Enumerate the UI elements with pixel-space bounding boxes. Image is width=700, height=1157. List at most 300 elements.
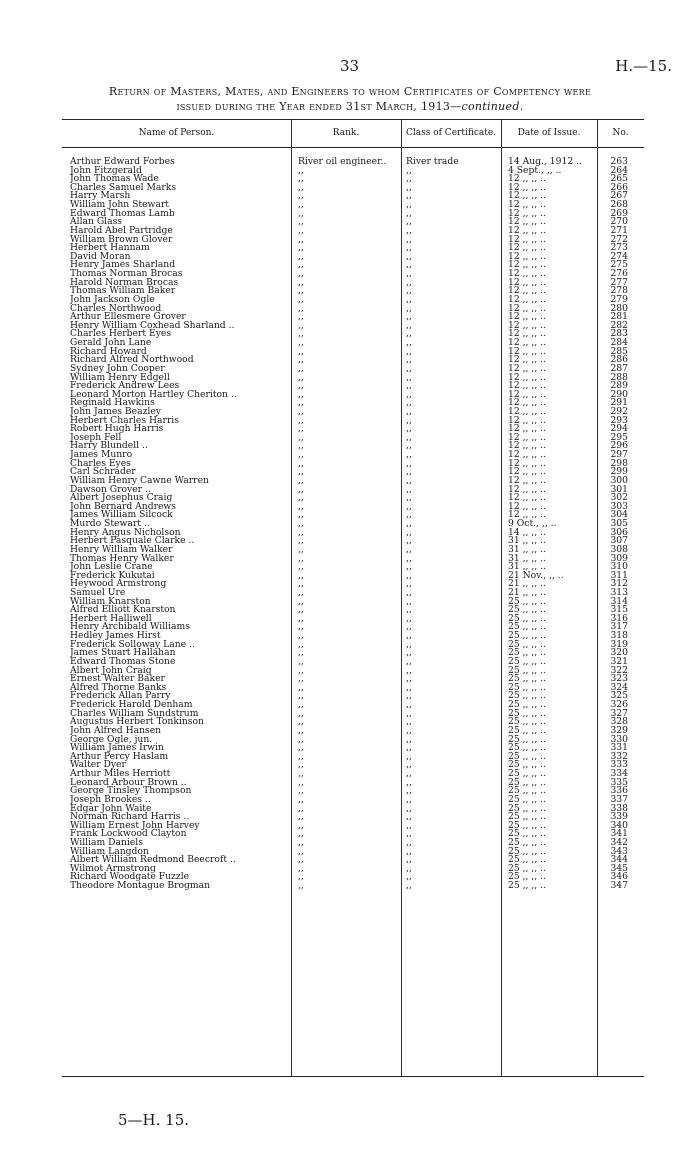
- certificate-class: ,,: [406, 638, 412, 650]
- certificate-number: 278: [610, 285, 628, 297]
- rank: ,,: [298, 836, 304, 848]
- certificate-number: 269: [610, 207, 628, 219]
- rank: ,,: [298, 302, 304, 314]
- issue-date: 21 ,, ,, ..: [508, 587, 546, 598]
- certificate-number: 347: [610, 880, 628, 892]
- issue-date: 12 ,, ,, ..: [508, 173, 546, 185]
- issue-date: 12 ,, ,, ..: [508, 371, 546, 383]
- person-name: Sydney John Cooper: [70, 363, 165, 373]
- rank: ,,: [298, 621, 304, 633]
- person-name: Harry Blundell ..: [70, 441, 148, 451]
- rank: ,,: [298, 242, 304, 254]
- certificate-class: ,,: [406, 457, 412, 469]
- certificate-number: 263: [610, 156, 628, 167]
- rank: ,,: [298, 673, 304, 685]
- issue-date: 25 ,, ,, ..: [508, 699, 546, 711]
- certificate-number: 323: [610, 673, 628, 685]
- certificate-class: ,,: [406, 518, 412, 530]
- certificate-number: 288: [610, 371, 628, 383]
- certificate-number: 336: [610, 785, 628, 797]
- issue-date: 12 ,, ,, ..: [508, 500, 546, 512]
- issue-date: 12 ,, ,, ..: [508, 319, 546, 331]
- issue-date: 25 ,, ,, ..: [508, 793, 546, 805]
- person-name: James Stuart Hallahan: [70, 648, 176, 658]
- certificate-number: 326: [610, 699, 628, 711]
- rank: ,,: [298, 854, 304, 866]
- issue-date: 25 ,, ,, ..: [508, 604, 546, 616]
- rank: ,,: [298, 414, 304, 426]
- rank: ,,: [298, 190, 304, 202]
- certificate-number: 332: [610, 750, 628, 762]
- person-name: Richard Woodgate Fuzzle: [70, 872, 190, 882]
- certificate-class: ,,: [406, 440, 412, 452]
- issue-date: 14 ,, ,, ..: [508, 526, 546, 538]
- certificate-class: ,,: [406, 828, 412, 840]
- column-header-no: No.: [612, 128, 629, 138]
- rank: ,,: [298, 173, 304, 185]
- person-name: Samuel Ure: [70, 588, 126, 597]
- issue-date: 25 ,, ,, ..: [508, 621, 546, 633]
- certificate-class: ,,: [406, 612, 412, 624]
- person-name: Leonard Arbour Brown ..: [70, 777, 187, 787]
- certificate-class: ,,: [406, 483, 412, 495]
- issue-date: 21 Nov., ,, ..: [508, 569, 564, 581]
- person-name: Herbert Halliwell: [70, 613, 152, 623]
- certificate-number: 314: [610, 595, 628, 607]
- certificate-number: 272: [610, 233, 628, 245]
- rank: ,,: [298, 216, 304, 228]
- person-name: Thomas William Baker: [70, 286, 176, 296]
- certificate-number: 315: [610, 604, 628, 616]
- certificate-number: 265: [610, 173, 628, 185]
- certificate-number: 302: [610, 492, 628, 504]
- certificate-class: ,,: [406, 362, 412, 374]
- person-name: John Bernard Andrews: [70, 501, 176, 511]
- rank: ,,: [298, 431, 304, 443]
- issue-date: 25 ,, ,, ..: [508, 811, 546, 823]
- certificate-class: ,,: [406, 207, 412, 219]
- certificate-class: ,,: [406, 268, 412, 280]
- person-name: Reginald Hawkins: [70, 398, 155, 408]
- certificate-number: 287: [610, 362, 628, 374]
- person-name: George Tinsley Thompson: [70, 786, 192, 796]
- certificate-number: 335: [610, 776, 628, 788]
- certificate-number: 285: [610, 345, 628, 357]
- certificate-number: 294: [610, 423, 628, 435]
- certificate-number: 270: [610, 216, 628, 228]
- person-name: William Henry Edgell: [70, 372, 170, 382]
- issue-date: 25 ,, ,, ..: [508, 647, 546, 659]
- issue-date: 12 ,, ,, ..: [508, 397, 546, 409]
- rank: ,,: [298, 647, 304, 659]
- certificate-class: ,,: [406, 173, 412, 185]
- certificate-number: 303: [610, 500, 628, 512]
- person-name: Henry Archibald Williams: [70, 622, 190, 632]
- issue-date: 21 ,, ,, ..: [508, 578, 546, 590]
- person-name: Henry James Sharland: [70, 260, 176, 270]
- rank: ,,: [298, 500, 304, 512]
- certificate-class: ,,: [406, 405, 412, 417]
- certificate-class: ,,: [406, 854, 412, 866]
- issue-date: 25 ,, ,, ..: [508, 673, 546, 685]
- certificate-number: 289: [610, 380, 628, 392]
- person-name: Charles William Sundstrum: [70, 708, 199, 718]
- person-name: Arthur Miles Herriott: [70, 769, 171, 779]
- certificate-class: ,,: [406, 431, 412, 443]
- certificate-number: 325: [610, 690, 628, 702]
- issue-date: 12 ,, ,, ..: [508, 466, 546, 478]
- person-name: James William Silcock: [70, 510, 173, 520]
- certificate-class: ,,: [406, 466, 412, 478]
- certificate-class: ,,: [406, 811, 412, 823]
- certificate-number: 298: [610, 457, 628, 469]
- certificate-number: 284: [610, 337, 628, 349]
- certificate-class: ,,: [406, 621, 412, 633]
- issue-date: 25 ,, ,, ..: [508, 707, 546, 719]
- certificate-number: 281: [610, 311, 628, 323]
- issue-date: 12 ,, ,, ..: [508, 285, 546, 297]
- certificate-class: ,,: [406, 845, 412, 857]
- certificate-class: ,,: [406, 500, 412, 512]
- certificate-class: ,,: [406, 397, 412, 409]
- rank: ,,: [298, 716, 304, 728]
- issue-date: 25 ,, ,, ..: [508, 750, 546, 762]
- issue-date: 25 ,, ,, ..: [508, 862, 546, 874]
- rank: ,,: [298, 483, 304, 495]
- certificate-class: ,,: [406, 880, 412, 892]
- person-name: William John Stewart: [70, 200, 169, 210]
- certificate-class: ,,: [406, 690, 412, 702]
- person-name: Thomas Henry Walker: [70, 553, 174, 563]
- certificate-class: ,,: [406, 380, 412, 392]
- rank: ,,: [298, 224, 304, 236]
- certificate-class: ,,: [406, 242, 412, 254]
- person-name: Charles Samuel Marks: [70, 182, 177, 192]
- rank: ,,: [298, 319, 304, 331]
- rank: ,,: [298, 164, 304, 176]
- person-name: John Fitzgerald: [70, 165, 142, 175]
- column-header-rank: Rank.: [332, 128, 360, 138]
- certificate-class: ,,: [406, 819, 412, 831]
- rank: ,,: [298, 199, 304, 211]
- issue-date: 12 ,, ,, ..: [508, 483, 546, 495]
- certificate-class: ,,: [406, 181, 412, 193]
- certificate-number: 293: [610, 414, 628, 426]
- person-name: William Ernest John Harvey: [70, 820, 200, 830]
- rank: ,,: [298, 423, 304, 435]
- certificate-number: 311: [610, 569, 628, 581]
- rank: ,,: [298, 776, 304, 788]
- certificate-class: ,,: [406, 604, 412, 616]
- certificate-class: ,,: [406, 802, 412, 814]
- person-name: Charles Northwood: [70, 303, 162, 313]
- issue-date: 12 ,, ,, ..: [508, 216, 546, 228]
- certificate-class: ,,: [406, 474, 412, 486]
- rank: ,,: [298, 630, 304, 642]
- rank: ,,: [298, 845, 304, 857]
- certificate-number: 345: [610, 862, 628, 874]
- certificate-class: ,,: [406, 345, 412, 357]
- rank: ,,: [298, 285, 304, 297]
- person-name: John Jackson Ogle: [70, 294, 155, 304]
- certificate-number: 266: [610, 181, 628, 193]
- certificate-class: ,,: [406, 673, 412, 685]
- person-name: Richard Howard: [70, 346, 147, 356]
- rank: ,,: [298, 819, 304, 831]
- title-line-2: issued during the Year ended 31st March, 1913—: [176, 100, 462, 113]
- certificate-number: 300: [610, 474, 628, 486]
- person-name: William Daniels: [70, 837, 143, 847]
- certificate-number: 276: [610, 268, 628, 280]
- person-name: Gerald John Lane: [70, 338, 152, 348]
- certificate-number: 291: [610, 397, 628, 409]
- person-name: Albert William Redmond Beecroft ..: [70, 855, 236, 865]
- rank: ,,: [298, 440, 304, 452]
- issue-date: 25 ,, ,, ..: [508, 612, 546, 624]
- certificate-class: ,,: [406, 561, 412, 573]
- certificate-class: ,,: [406, 293, 412, 305]
- person-name: William Henry Cawne Warren: [70, 475, 209, 485]
- rank: ,,: [298, 509, 304, 521]
- certificate-class: ,,: [406, 630, 412, 642]
- issue-date: 25 ,, ,, ..: [508, 664, 546, 676]
- issue-date: 12 ,, ,, ..: [508, 449, 546, 461]
- issue-date: 31 ,, ,, ..: [508, 535, 546, 547]
- column-header-class: Class of Certificate.: [405, 128, 497, 138]
- certificate-class: ,,: [406, 768, 412, 780]
- person-name: William Knarston: [70, 596, 151, 606]
- issue-date: 25 ,, ,, ..: [508, 595, 546, 607]
- certificate-number: 338: [610, 802, 628, 814]
- person-name: Charles Herbert Eyes: [70, 329, 172, 339]
- person-name: Dawson Grover ..: [70, 484, 151, 494]
- certificate-number: 324: [610, 681, 628, 693]
- rank: ,,: [298, 724, 304, 736]
- certificate-number: 317: [610, 621, 628, 633]
- person-name: Ernest Walter Baker: [70, 674, 165, 684]
- certificate-class: ,,: [406, 164, 412, 176]
- issue-date: 25 ,, ,, ..: [508, 742, 546, 754]
- certificate-class: ,,: [406, 259, 412, 271]
- certificate-number: 264: [610, 164, 628, 176]
- issue-date: 25 ,, ,, ..: [508, 880, 546, 892]
- certificate-class: ,,: [406, 328, 412, 340]
- certificate-class: ,,: [406, 578, 412, 590]
- rank: ,,: [298, 655, 304, 667]
- rank: ,,: [298, 311, 304, 323]
- person-name: John Thomas Wade: [70, 174, 159, 184]
- person-name: Herbert Pasquale Clarke ..: [70, 536, 195, 546]
- issue-date: 12 ,, ,, ..: [508, 423, 546, 435]
- certificate-class: ,,: [406, 759, 412, 771]
- issue-date: 12 ,, ,, ..: [508, 380, 546, 392]
- person-name: Arthur Ellesmere Grover: [70, 312, 186, 322]
- certificate-class: ,,: [406, 414, 412, 426]
- person-name: John Leslie Crane: [70, 562, 153, 572]
- certificate-class: ,,: [406, 785, 412, 797]
- certificate-number: 296: [610, 440, 628, 452]
- certificate-class: ,,: [406, 423, 412, 435]
- certificate-class: ,,: [406, 681, 412, 693]
- rank: ,,: [298, 595, 304, 607]
- issue-date: 25 ,, ,, ..: [508, 724, 546, 736]
- rank: ,,: [298, 828, 304, 840]
- column-header-name: Name of Person.: [138, 128, 215, 138]
- issue-date: 12 ,, ,, ..: [508, 431, 546, 443]
- table-bottom-rule: [62, 1076, 644, 1077]
- document-reference: H.—15.: [615, 57, 672, 75]
- certificate-class: ,,: [406, 535, 412, 547]
- person-name: Albert Josephus Craig: [70, 493, 173, 503]
- issue-date: 9 Oct., ,, ..: [508, 518, 557, 530]
- certificate-number: 277: [610, 276, 628, 288]
- issue-date: 25 ,, ,, ..: [508, 690, 546, 702]
- issue-date: 25 ,, ,, ..: [508, 733, 546, 745]
- certificate-number: 273: [610, 242, 628, 254]
- person-name: Augustus Herbert Tonkinson: [70, 717, 204, 727]
- issue-date: 12 ,, ,, ..: [508, 259, 546, 271]
- certificate-class: River trade: [406, 156, 459, 167]
- person-name: Arthur Edward Forbes: [70, 157, 175, 166]
- certificate-class: ,,: [406, 371, 412, 383]
- certificate-number: 310: [610, 561, 628, 573]
- certificate-class: ,,: [406, 733, 412, 745]
- certificate-number: 316: [610, 612, 628, 624]
- issue-date: 12 ,, ,, ..: [508, 388, 546, 400]
- rank: ,,: [298, 802, 304, 814]
- certificate-number: 308: [610, 543, 628, 555]
- issue-date: 12 ,, ,, ..: [508, 457, 546, 469]
- person-name: William Langdon: [70, 846, 149, 856]
- issue-date: 25 ,, ,, ..: [508, 768, 546, 780]
- person-name: Joseph Brookes ..: [70, 794, 151, 804]
- person-name: William James Irwin: [70, 743, 164, 753]
- rank: ,,: [298, 535, 304, 547]
- rank: ,,: [298, 466, 304, 478]
- certificate-number: 283: [610, 328, 628, 340]
- person-name: Frederick Allan Parry: [70, 691, 171, 701]
- rank: ,,: [298, 707, 304, 719]
- issue-date: 12 ,, ,, ..: [508, 474, 546, 486]
- certificate-number: 280: [610, 302, 628, 314]
- rank: ,,: [298, 880, 304, 892]
- person-name: Walter Dyer: [70, 760, 126, 770]
- person-name: Robert Hugh Harris: [70, 424, 164, 434]
- rank: ,,: [298, 380, 304, 392]
- rank: ,,: [298, 733, 304, 745]
- issue-date: 14 Aug., 1912 ..: [508, 156, 582, 167]
- person-name: Herbert Charles Harris: [70, 415, 179, 425]
- issue-date: 12 ,, ,, ..: [508, 328, 546, 340]
- rank: ,,: [298, 492, 304, 504]
- rank: ,,: [298, 337, 304, 349]
- person-name: Edward Thomas Lamb: [70, 208, 175, 218]
- certificate-class: ,,: [406, 526, 412, 538]
- rank: ,,: [298, 811, 304, 823]
- certificate-class: ,,: [406, 319, 412, 331]
- certificate-number: 319: [610, 638, 628, 650]
- issue-date: 12 ,, ,, ..: [508, 440, 546, 452]
- issue-date: 25 ,, ,, ..: [508, 836, 546, 848]
- person-name: Hedley James Hirst: [70, 631, 161, 641]
- certificate-number: 346: [610, 871, 628, 883]
- issue-date: 12 ,, ,, ..: [508, 233, 546, 245]
- issue-date: 12 ,, ,, ..: [508, 224, 546, 236]
- header-bottom-rule: [62, 147, 644, 148]
- certificate-number: 267: [610, 190, 628, 202]
- person-name: Alfred Elliott Knarston: [70, 605, 176, 615]
- rank: ,,: [298, 388, 304, 400]
- rank: ,,: [298, 638, 304, 650]
- title-continued: continued.: [461, 100, 524, 113]
- rank: ,,: [298, 362, 304, 374]
- person-name: Edgar John Waite: [70, 803, 152, 813]
- certificate-class: ,,: [406, 354, 412, 366]
- person-name: Leonard Morton Hartley Cheriton ..: [70, 389, 237, 399]
- person-name: Harold Abel Partridge: [70, 225, 173, 235]
- certificate-number: 307: [610, 535, 628, 547]
- certificate-class: ,,: [406, 276, 412, 288]
- issue-date: 12 ,, ,, ..: [508, 242, 546, 254]
- table-title: [60, 84, 640, 114]
- certificate-class: ,,: [406, 509, 412, 521]
- certificate-class: ,,: [406, 647, 412, 659]
- issue-date: 31 ,, ,, ..: [508, 552, 546, 564]
- rank: ,,: [298, 276, 304, 288]
- certificate-number: 333: [610, 759, 628, 771]
- person-name: Thomas Norman Brocas: [70, 269, 183, 279]
- rank: ,,: [298, 604, 304, 616]
- issue-date: 12 ,, ,, ..: [508, 509, 546, 521]
- certificate-class: ,,: [406, 311, 412, 323]
- certificate-number: 306: [610, 526, 628, 538]
- rank: ,,: [298, 587, 304, 598]
- rank: ,,: [298, 862, 304, 874]
- issue-date: 31 ,, ,, ..: [508, 543, 546, 555]
- certificate-class: ,,: [406, 699, 412, 711]
- certificate-number: 304: [610, 509, 628, 521]
- certificate-class: ,,: [406, 750, 412, 762]
- certificate-class: ,,: [406, 250, 412, 262]
- certificate-number: 329: [610, 724, 628, 736]
- person-name: Norman Richard Harris ..: [70, 812, 190, 822]
- issue-date: 25 ,, ,, ..: [508, 655, 546, 667]
- rank: ,,: [298, 785, 304, 797]
- certificate-class: ,,: [406, 388, 412, 400]
- issue-date: 12 ,, ,, ..: [508, 414, 546, 426]
- rank: ,,: [298, 690, 304, 702]
- issue-date: 31 ,, ,, ..: [508, 561, 546, 573]
- issue-date: 25 ,, ,, ..: [508, 776, 546, 788]
- rank: ,,: [298, 354, 304, 366]
- issue-date: 25 ,, ,, ..: [508, 819, 546, 831]
- rank: ,,: [298, 207, 304, 219]
- certificate-number: 339: [610, 811, 628, 823]
- certificate-number: 279: [610, 293, 628, 305]
- rank: ,,: [298, 664, 304, 676]
- rank: ,,: [298, 259, 304, 271]
- certificate-number: 290: [610, 388, 628, 400]
- page-number: 33: [340, 57, 360, 75]
- person-name: Joseph Fell: [70, 432, 122, 442]
- rank: ,,: [298, 871, 304, 883]
- certificate-number: 330: [610, 733, 628, 745]
- person-name: Carl Schrader: [70, 467, 136, 477]
- issue-date: 25 ,, ,, ..: [508, 845, 546, 857]
- person-name: Henry William Coxhead Sharland ..: [70, 320, 235, 330]
- person-name: William Brown Glover: [70, 234, 173, 244]
- certificate-number: 299: [610, 466, 628, 478]
